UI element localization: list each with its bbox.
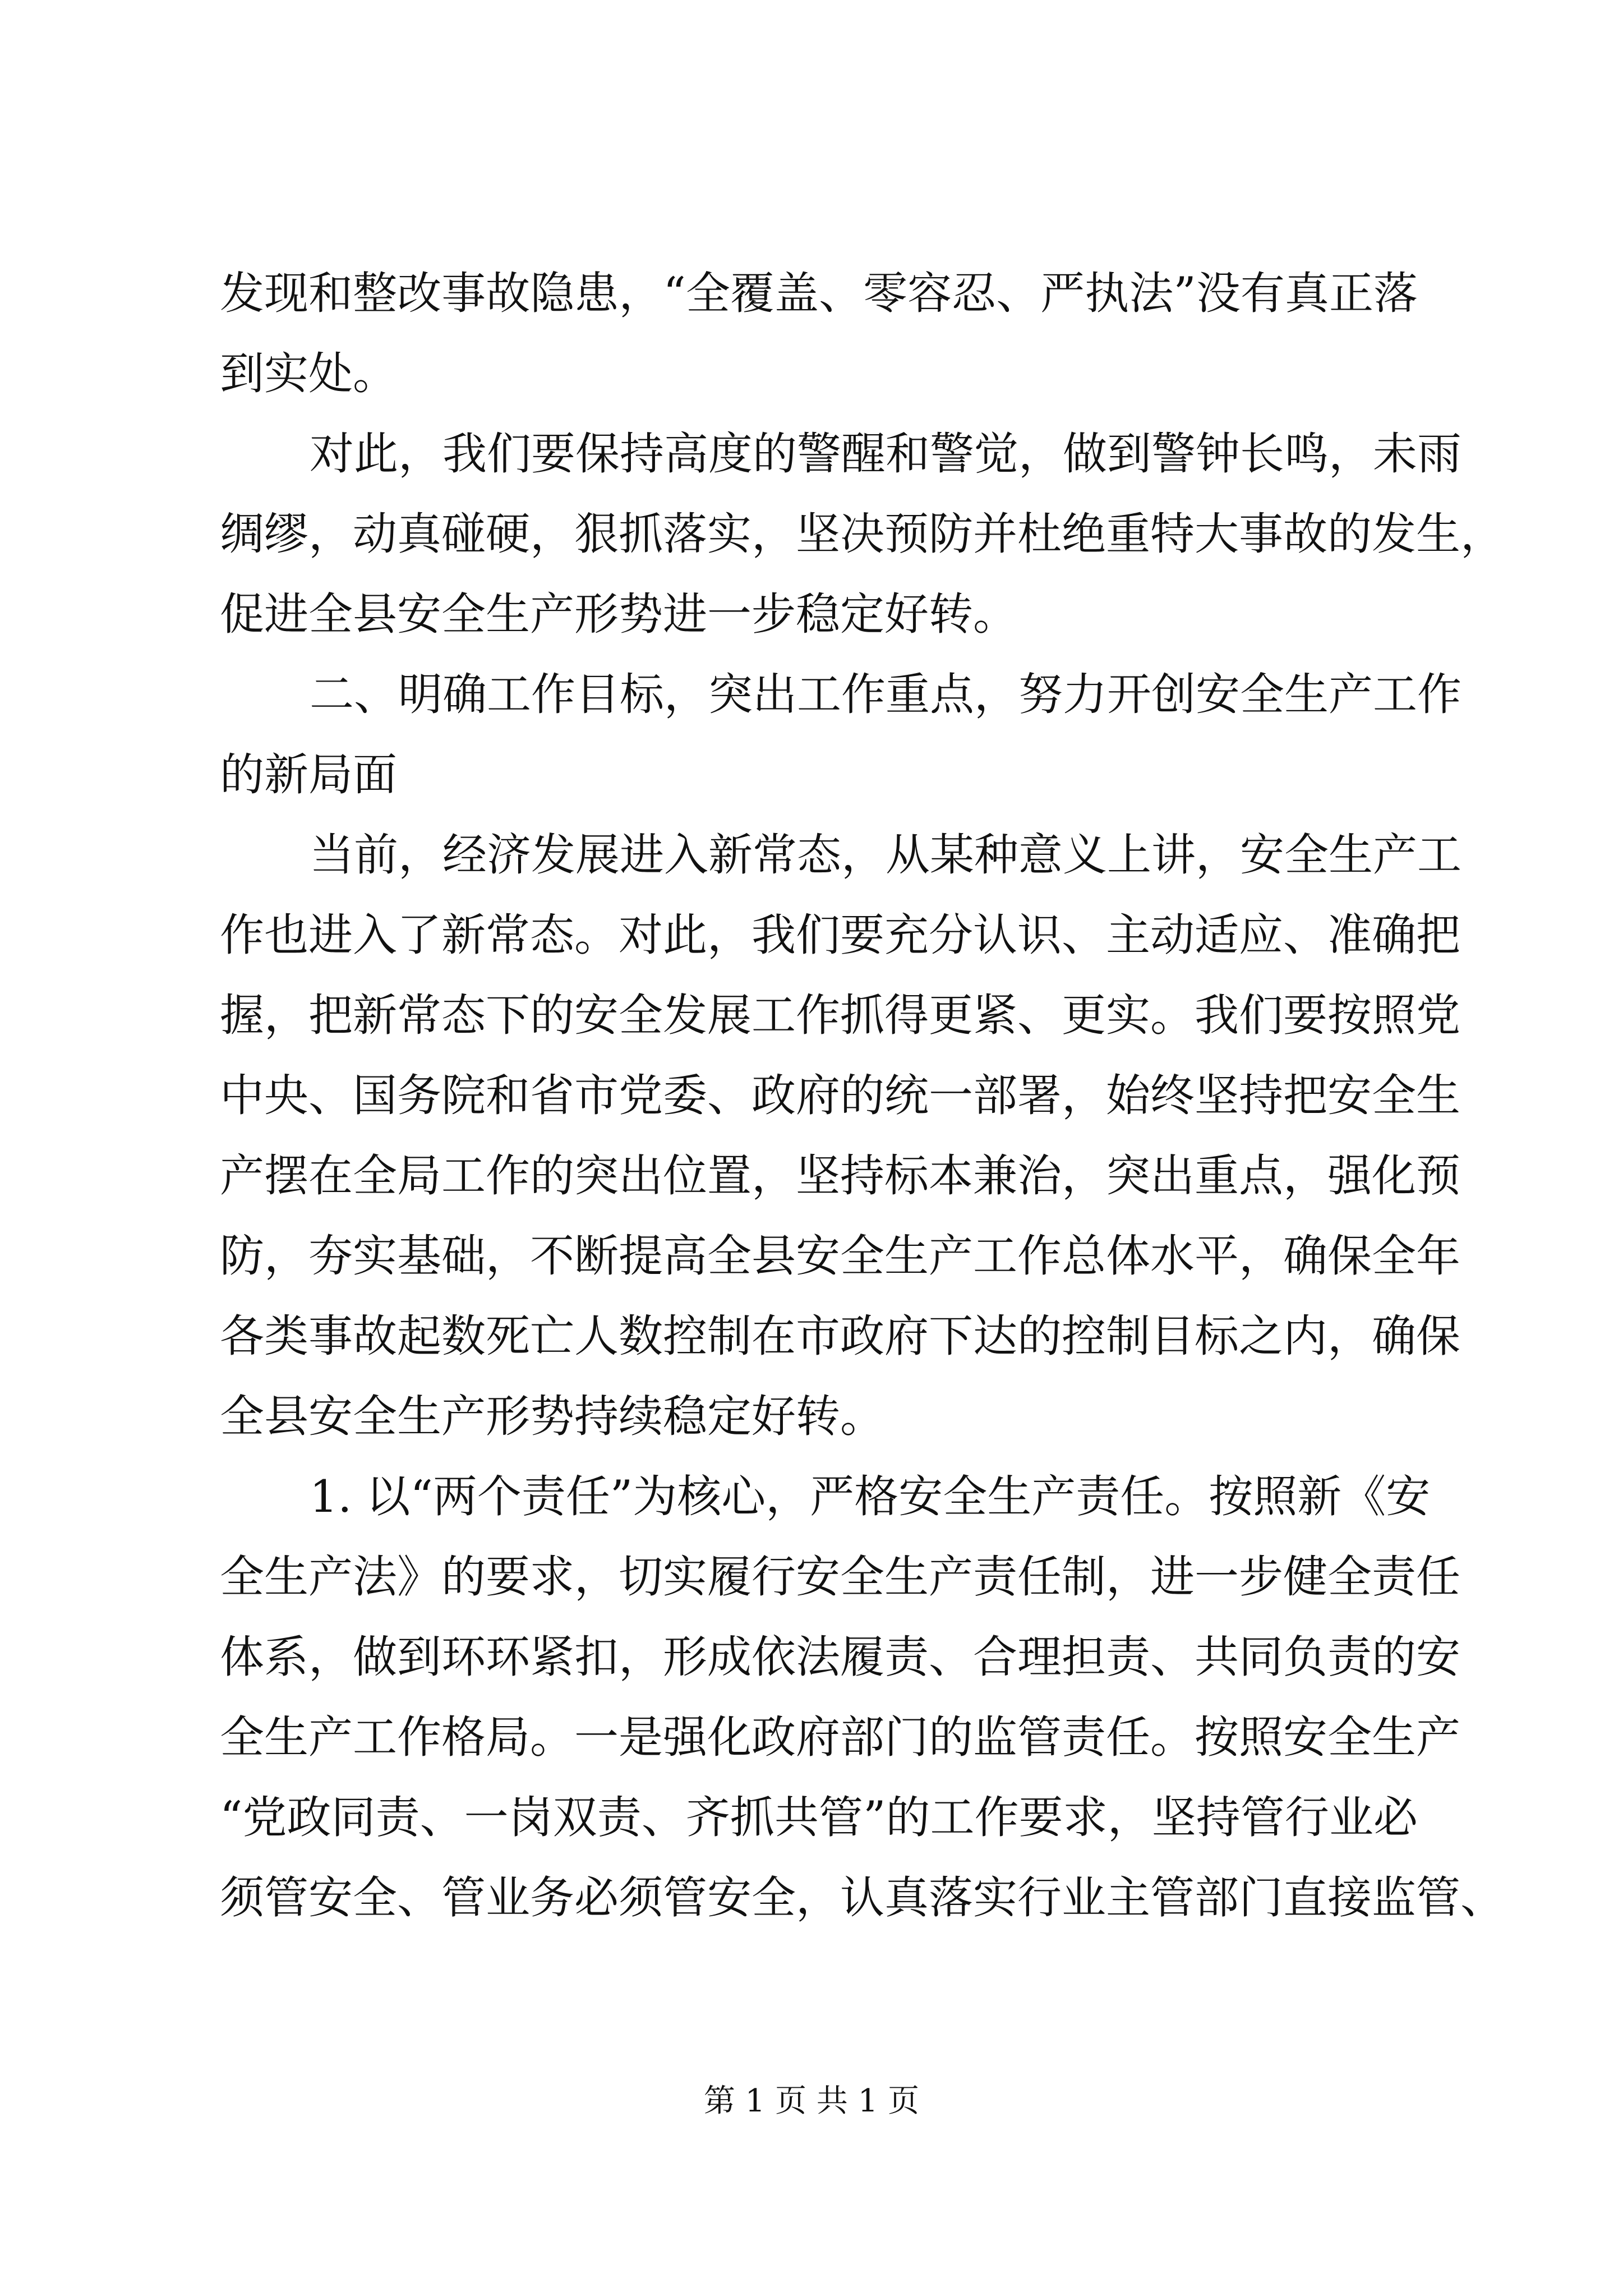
text-line: 全县安全生产形势持续稳定好转。 (220, 1391, 884, 1442)
text-line: 握，把新常态下的安全发展工作抓得更紧、更实。我们要按照党 (220, 990, 1460, 1041)
text-line: 促进全县安全生产形势进一步稳定好转。 (220, 588, 1017, 640)
document-body (220, 254, 1505, 1938)
text-line: 到实处。 (220, 348, 397, 399)
text-line: 全生产工作格局。一是强化政府部门的监管责任。按照安全生产 (220, 1711, 1460, 1763)
text-line: 各类事故起数死亡人数控制在市政府下达的控制目标之内，确保 (220, 1310, 1460, 1362)
text-line: 全生产法》的要求，切实履行安全生产责任制，进一步健全责任 (220, 1551, 1460, 1603)
section-heading-line: 二、明确工作目标，突出工作重点，努力开创安全生产工作 (310, 669, 1461, 720)
text-line: “党政同责、一岗双责、齐抓共管”的工作要求，坚持管行业必 (220, 1792, 1418, 1843)
paragraph-start-line: 当前，经济发展进入新常态，从某种意义上讲，安全生产工 (310, 829, 1461, 881)
text-line: 产摆在全局工作的突出位置，坚持标本兼治，突出重点，强化预 (220, 1150, 1460, 1202)
text-line: 作也进入了新常态。对此，我们要充分认识、主动适应、准确把 (220, 909, 1460, 961)
page-footer: 第 1 页 共 1 页 (703, 2083, 920, 2119)
text-line: 体系，做到环环紧扣，形成依法履责、合理担责、共同负责的安 (220, 1631, 1460, 1683)
paragraph-start-line: 对此，我们要保持高度的警醒和警觉，做到警钟长鸣，未雨 (310, 428, 1461, 480)
text-line: 须管安全、管业务必须管安全，认真落实行业主管部门直接监管、 (220, 1872, 1505, 1924)
section-heading-line: 的新局面 (220, 749, 397, 800)
text-line: 发现和整改事故隐患，“全覆盖、零容忍、严执法”没有真正落 (220, 268, 1418, 319)
text-line: 防，夯实基础，不断提高全县安全生产工作总体水平，确保全年 (220, 1230, 1460, 1282)
text-line: 中央、国务院和省市党委、政府的统一部署，始终坚持把安全生 (220, 1070, 1460, 1121)
text-line: 绸缪，动真碰硬，狠抓落实，坚决预防并杜绝重特大事故的发生， (220, 508, 1505, 560)
paragraph-start-line: 1. 以“两个责任”为核心，严格安全生产责任。按照新《安 (310, 1471, 1431, 1522)
